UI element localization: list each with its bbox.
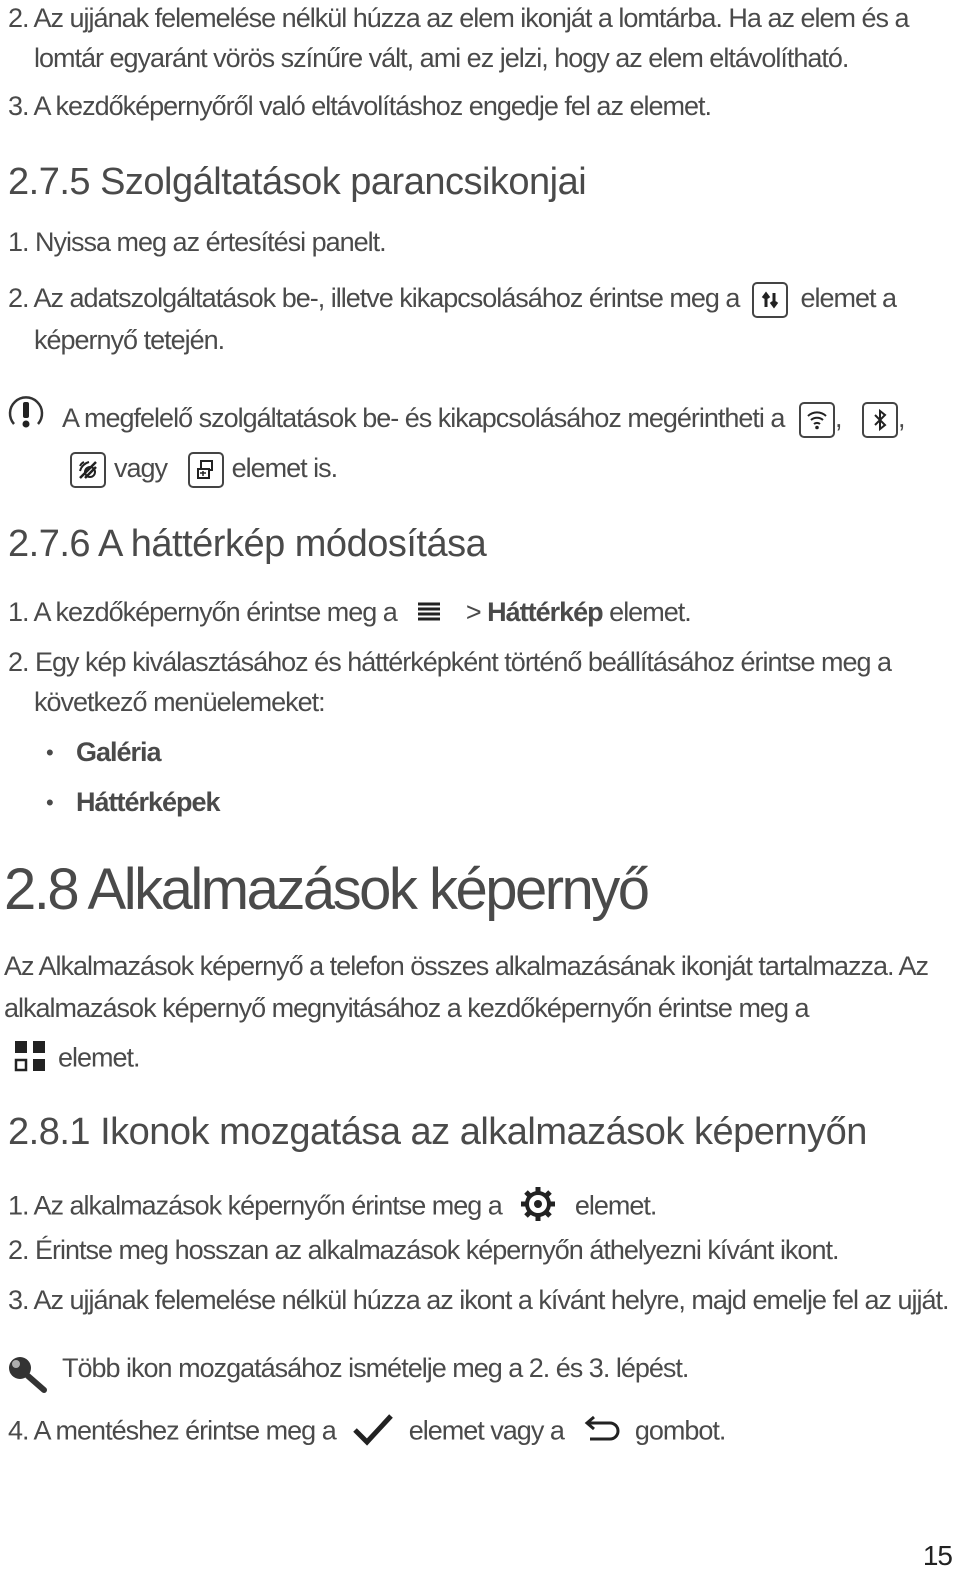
apps-grid-icon [14, 1040, 46, 1079]
paragraph-line: Az Alkalmazások képernyő a telefon összes alkalmazásának ikonját tartalmazza. Az [4, 951, 928, 981]
list-item-continuation: képernyő tetején. [34, 325, 225, 355]
step-text: elemet a [800, 283, 897, 314]
note-text: A megfelelő szolgáltatások be- és kikapcsolásához megérintheti a , , [62, 402, 905, 438]
gps-icon [70, 452, 106, 488]
bullet-marker: • [46, 740, 53, 765]
back-icon [584, 1415, 620, 1450]
tip-icon [6, 1354, 48, 1399]
settings-gear-icon [518, 1184, 558, 1231]
section-heading: 2.7.6 A háttérkép módosítása [8, 523, 487, 565]
note-text-continuation: vagy elemet is. [70, 452, 337, 488]
step-text: 2. Az adatszolgáltatások be-, illetve kikapcsolásához érintse meg a [8, 283, 740, 314]
page-number: 15 [922, 1540, 952, 1571]
bluetooth-icon [862, 402, 898, 438]
list-item: 2. Egy kép kiválasztásához és háttérképként történő beállításához érintse meg a [8, 647, 892, 677]
list-item: 1. Nyissa meg az értesítési panelt. [8, 227, 386, 257]
data-toggle-icon [752, 282, 788, 318]
tip-text: Több ikon mozgatásához ismételje meg a 2. és 3. lépést. [62, 1353, 689, 1383]
list-item: 2. Az ujjának felemelése nélkül húzza az elem ikonját a lomtárba. Ha az elem és a [8, 3, 909, 33]
check-icon [352, 1412, 394, 1453]
list-item: 4. A mentéshez érintse meg a elemet vagy a gombot. [8, 1412, 725, 1453]
bullet-item: Háttérképek [76, 787, 220, 817]
list-item: 3. A kezdőképernyőről való eltávolításhoz engedje fel az elemet. [8, 91, 711, 121]
section-heading: 2.7.5 Szolgáltatások parancsikonjai [8, 161, 587, 203]
wifi-icon [799, 402, 835, 438]
list-item: 3. Az ujjának felemelése nélkül húzza az ikont a kívánt helyre, majd emelje fel az ujját. [8, 1285, 949, 1315]
bullet-marker: • [46, 790, 53, 815]
bullet-item: Galéria [76, 737, 161, 767]
section-heading: 2.8.1 Ikonok mozgatása az alkalmazások képernyőn [8, 1111, 867, 1153]
paragraph-line: elemet. [14, 1040, 140, 1079]
menu-icon [417, 598, 441, 630]
list-item-continuation: következő menüelemeket: [34, 687, 325, 717]
note-icon [6, 394, 46, 439]
list-item: 1. Az alkalmazások képernyőn érintse meg a elemet. [8, 1184, 656, 1231]
list-item-continuation: lomtár egyaránt vörös színűre vált, ami ez jelzi, hogy az elem eltávolítható. [34, 43, 849, 73]
chapter-heading: 2.8 Alkalmazások képernyő [4, 857, 648, 922]
list-item: 1. A kezdőképernyőn érintse meg a > Háttérkép elemet. [8, 596, 691, 630]
auto-rotate-icon [188, 452, 224, 488]
paragraph-line: alkalmazások képernyő megnyitásához a kezdőképernyőn érintse meg a [4, 993, 809, 1023]
list-item [8, 282, 896, 318]
list-item: 2. Érintse meg hosszan az alkalmazások képernyőn áthelyezni kívánt ikont. [8, 1235, 839, 1265]
